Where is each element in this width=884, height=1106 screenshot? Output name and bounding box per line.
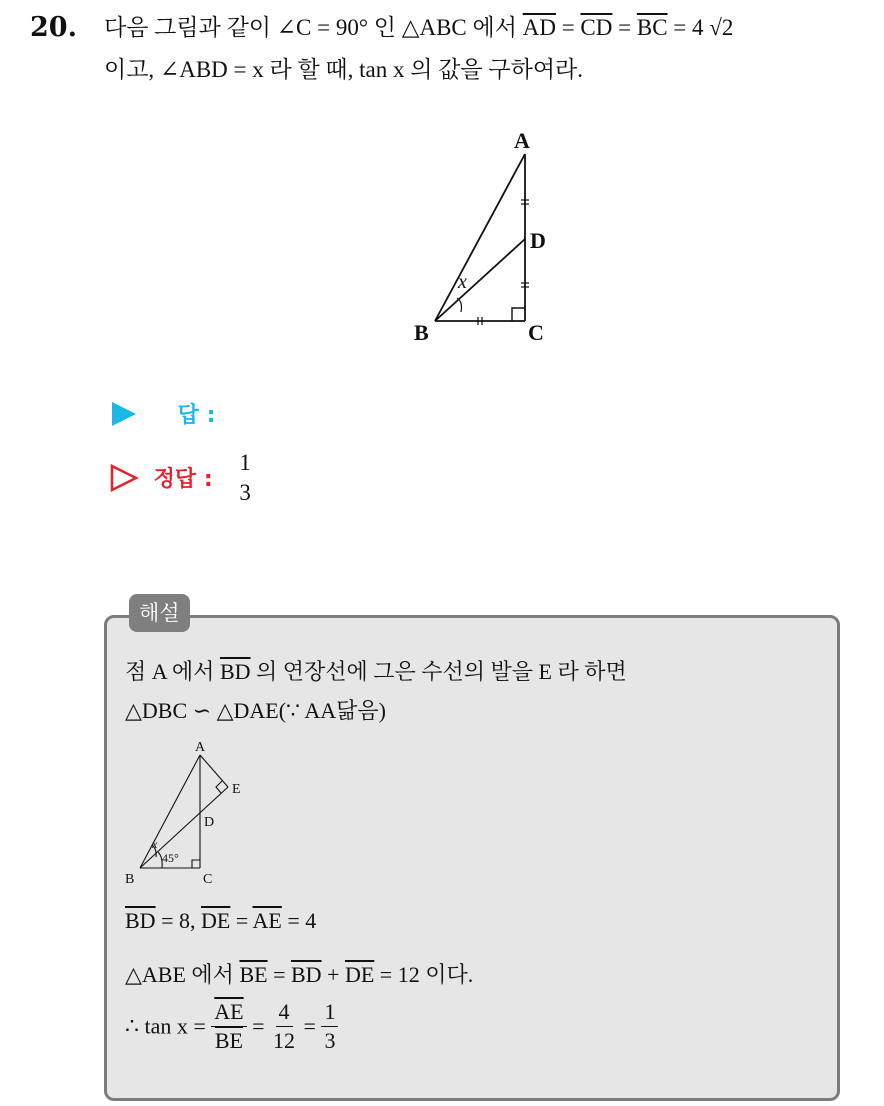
label-d: D [204, 815, 215, 830]
solution-text: 점 A 에서 [125, 659, 220, 684]
segment-de: $\overline{DE}$ [344, 962, 375, 987]
label-a: A [195, 740, 206, 755]
solution-text: = 8, [155, 908, 201, 933]
triangle-figure [400, 120, 580, 350]
answer-row [110, 398, 215, 429]
fraction-ae-be [211, 1000, 246, 1053]
segment-bd: $\overline{BD}$ [125, 908, 156, 933]
solution-figure [120, 735, 260, 890]
solution-text: △ABE 에서 [125, 962, 240, 987]
solution-text: + [321, 962, 345, 987]
fraction-numerator: 1 [239, 450, 251, 475]
segment-bc: $\overline{BC}$ [636, 15, 668, 40]
equals-sign: = [246, 1013, 271, 1039]
question-text: 다음 그림과 같이 ∠C = 90° 인 △ABC 에서 [104, 15, 523, 40]
right-angle-mark-c [192, 860, 200, 868]
fraction-numerator: 1 [321, 1000, 338, 1027]
segment-cd: $\overline{CD}$ [580, 15, 613, 40]
tick-marks [478, 200, 529, 325]
fraction-denominator: BE [214, 1028, 243, 1054]
solution-text: = [267, 962, 291, 987]
equals-sign: = [555, 15, 581, 40]
tan-expression: ∴ tan x = [125, 1013, 212, 1039]
segment-ab-line [435, 154, 525, 321]
right-angle-mark-e [216, 781, 222, 793]
fraction-1-3 [321, 1000, 338, 1053]
segment-be: $\overline{BE}$ [239, 962, 268, 987]
segment-ae-line [200, 755, 228, 787]
length-value: = 4 √2 [667, 15, 734, 40]
question-number: 20. [30, 12, 77, 43]
solution-line-1 [125, 655, 627, 686]
play-arrow-icon [110, 401, 140, 427]
solution-line-3 [125, 908, 316, 934]
question-line-1 [104, 14, 733, 42]
outline-arrow-icon [110, 464, 140, 492]
solution-line-5 [125, 1000, 338, 1053]
fraction-denominator: 3 [324, 1028, 336, 1054]
right-angle-mark [512, 308, 525, 321]
label-angle-45: 45° [162, 851, 179, 865]
fraction-numerator: $\overline{AE}$ [211, 1000, 246, 1027]
segment-bd: $\overline{BD}$ [219, 659, 251, 684]
segment-ae: $\overline{AE}$ [252, 908, 282, 933]
solution-text: 의 연장선에 그은 수선의 발을 E 라 하면 [250, 659, 627, 684]
solution-text: = 4 [281, 908, 317, 933]
segment-bd: $\overline{BD}$ [290, 962, 322, 987]
correct-answer-fraction [236, 450, 254, 506]
label-c: C [528, 320, 544, 345]
solution-text: = 12 이다. [374, 962, 474, 987]
equals-sign: = [612, 15, 637, 40]
segment-be-line [140, 787, 228, 868]
answer-label: 답 : [177, 403, 216, 428]
label-e: E [232, 782, 241, 797]
equals-sign: = [298, 1013, 322, 1039]
solution-text: = [230, 908, 253, 933]
question-line-2: 이고, ∠ABD = x 라 할 때, tan x 의 값을 구하여라. [104, 57, 584, 82]
correct-answer-label: 정답 : [153, 467, 213, 493]
segment-de: $\overline{DE}$ [200, 908, 231, 933]
label-c: C [203, 872, 213, 887]
fraction-4-12 [270, 1000, 298, 1053]
label-x: x [458, 271, 467, 293]
solution-line-2: △DBC ∽ △DAE(∵ AA닮음) [125, 698, 386, 723]
fraction-denominator: 3 [239, 480, 251, 506]
label-d: D [530, 228, 546, 253]
label-a: A [514, 128, 530, 153]
segment-ad: $\overline{AD}$ [522, 15, 556, 40]
solution-line-4 [125, 958, 473, 989]
label-x: x [152, 837, 158, 851]
fraction-denominator: 12 [273, 1028, 296, 1054]
label-b: B [125, 872, 135, 887]
label-b: B [414, 320, 429, 345]
solution-badge: 해설 [129, 594, 190, 632]
fraction-numerator: 4 [276, 1000, 293, 1027]
correct-answer-row [110, 450, 254, 506]
